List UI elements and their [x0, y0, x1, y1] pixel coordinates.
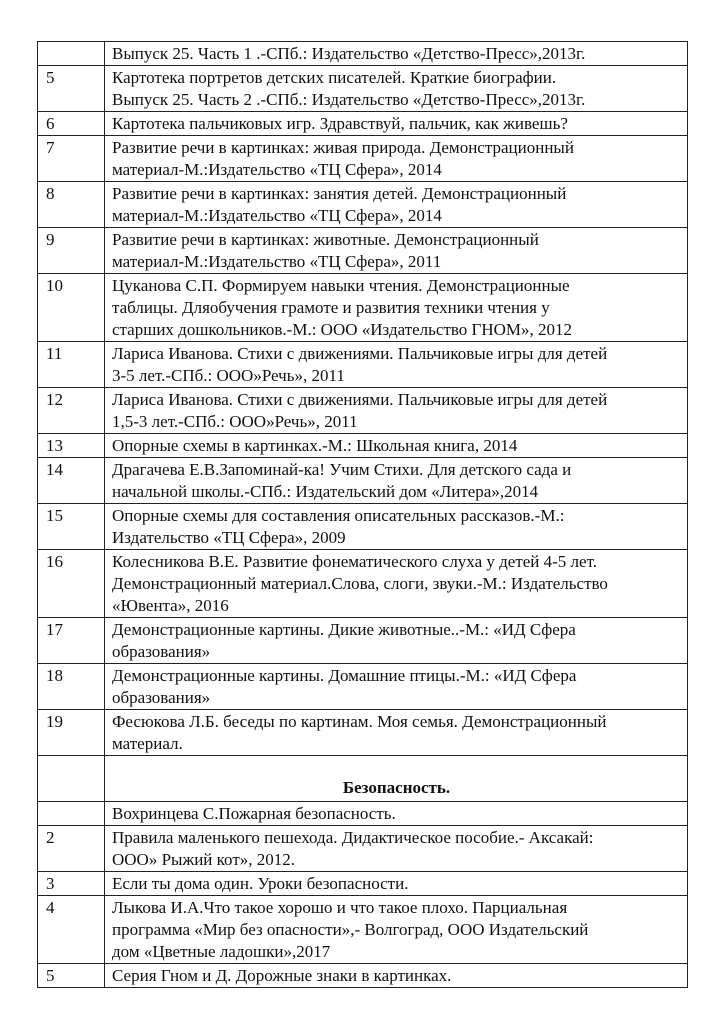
row-number: 3	[38, 872, 105, 896]
row-number: 10	[38, 274, 105, 342]
table-row	[38, 802, 688, 826]
table-row	[38, 66, 688, 112]
table-row	[38, 504, 688, 550]
row-text: Лариса Иванова. Стихи с движениями. Пальчиковые игры для детей 3-5 лет.-СПб.: ООО»Речь», 2011	[105, 342, 688, 388]
table-row	[38, 434, 688, 458]
row-text: Развитие речи в картинках: живая природа. Демонстрационный материал-М.:Издательство «ТЦ Сфера», 2014	[105, 136, 688, 182]
row-text: Фесюкова Л.Б. беседы по картинам. Моя семья. Демонстрационный материал.	[105, 710, 688, 756]
row-number: 4	[38, 896, 105, 964]
row-number: 13	[38, 434, 105, 458]
row-number: 14	[38, 458, 105, 504]
row-text: Цуканова С.П. Формируем навыки чтения. Демонстрационные таблицы. Дляобучения грамоте и развития техники чтения у старших дошкольников.-М.: ООО «Издательство ГНОМ», 2012	[105, 274, 688, 342]
table-row	[38, 112, 688, 136]
row-number: 17	[38, 618, 105, 664]
row-text: Развитие речи в картинках: животные. Демонстрационный материал-М.:Издательство «ТЦ Сфера», 2011	[105, 228, 688, 274]
row-number: 6	[38, 112, 105, 136]
row-text: Вохринцева С.Пожарная безопасность.	[105, 802, 688, 826]
row-number: 2	[38, 826, 105, 872]
row-number: 5	[38, 964, 105, 988]
table-row	[38, 388, 688, 434]
bibliography-table	[37, 41, 688, 988]
row-number: 9	[38, 228, 105, 274]
table-row	[38, 826, 688, 872]
row-number: 11	[38, 342, 105, 388]
row-number: 18	[38, 664, 105, 710]
section-heading: Безопасность.	[105, 756, 688, 802]
row-text: Развитие речи в картинках: занятия детей. Демонстрационный материал-М.:Издательство «ТЦ Сфера», 2014	[105, 182, 688, 228]
row-text: Лариса Иванова. Стихи с движениями. Пальчиковые игры для детей 1,5-3 лет.-СПб.: ООО»Речь», 2011	[105, 388, 688, 434]
row-text: Лыкова И.А.Что такое хорошо и что такое плохо. Парциальная программа «Мир без опасности»,- Волгоград, ООО Издательский дом «Цветные ладошки»,2017	[105, 896, 688, 964]
row-text: Выпуск 25. Часть 1 .-СПб.: Издательство «Детство-Пресс»,2013г.	[105, 42, 688, 66]
table-row	[38, 42, 688, 66]
row-text: Опорные схемы в картинках.-М.: Школьная книга, 2014	[105, 434, 688, 458]
row-number	[38, 42, 105, 66]
table-row	[38, 664, 688, 710]
table-row	[38, 274, 688, 342]
row-number: 8	[38, 182, 105, 228]
table-row	[38, 872, 688, 896]
table-row	[38, 342, 688, 388]
table-body	[38, 42, 688, 988]
row-number: 16	[38, 550, 105, 618]
row-text: Правила маленького пешехода. Дидактическое пособие.- Аксакай: ООО» Рыжий кот», 2012.	[105, 826, 688, 872]
table-row	[38, 550, 688, 618]
row-number: 7	[38, 136, 105, 182]
row-text: Демонстрационные картины. Дикие животные..-М.: «ИД Сфера образования»	[105, 618, 688, 664]
row-text: Колесникова В.Е. Развитие фонематического слуха у детей 4-5 лет. Демонстрационный материал.Слова, слоги, звуки.-М.: Издательство «Ювента», 2016	[105, 550, 688, 618]
row-text: Серия Гном и Д. Дорожные знаки в картинках.	[105, 964, 688, 988]
table-row	[38, 136, 688, 182]
table-row	[38, 228, 688, 274]
table-row	[38, 896, 688, 964]
row-number	[38, 802, 105, 826]
row-text: Картотека пальчиковых игр. Здравствуй, пальчик, как живешь?	[105, 112, 688, 136]
row-text: Если ты дома один. Уроки безопасности.	[105, 872, 688, 896]
section-heading-row	[38, 756, 688, 802]
table-row	[38, 618, 688, 664]
row-number: 19	[38, 710, 105, 756]
row-text: Опорные схемы для составления описательных рассказов.-М.: Издательство «ТЦ Сфера», 2009	[105, 504, 688, 550]
table-row	[38, 710, 688, 756]
row-text: Демонстрационные картины. Домашние птицы.-М.: «ИД Сфера образования»	[105, 664, 688, 710]
row-number: 12	[38, 388, 105, 434]
row-number	[38, 756, 105, 802]
table-row	[38, 964, 688, 988]
row-number: 5	[38, 66, 105, 112]
table-row	[38, 458, 688, 504]
row-text: Картотека портретов детских писателей. Краткие биографии. Выпуск 25. Часть 2 .-СПб.: Издательство «Детство-Пресс»,2013г.	[105, 66, 688, 112]
row-number: 15	[38, 504, 105, 550]
row-text: Драгачева Е.В.Запоминай-ка! Учим Стихи. Для детского сада и начальной школы.-СПб.: Издательский дом «Литера»,2014	[105, 458, 688, 504]
table-row	[38, 182, 688, 228]
